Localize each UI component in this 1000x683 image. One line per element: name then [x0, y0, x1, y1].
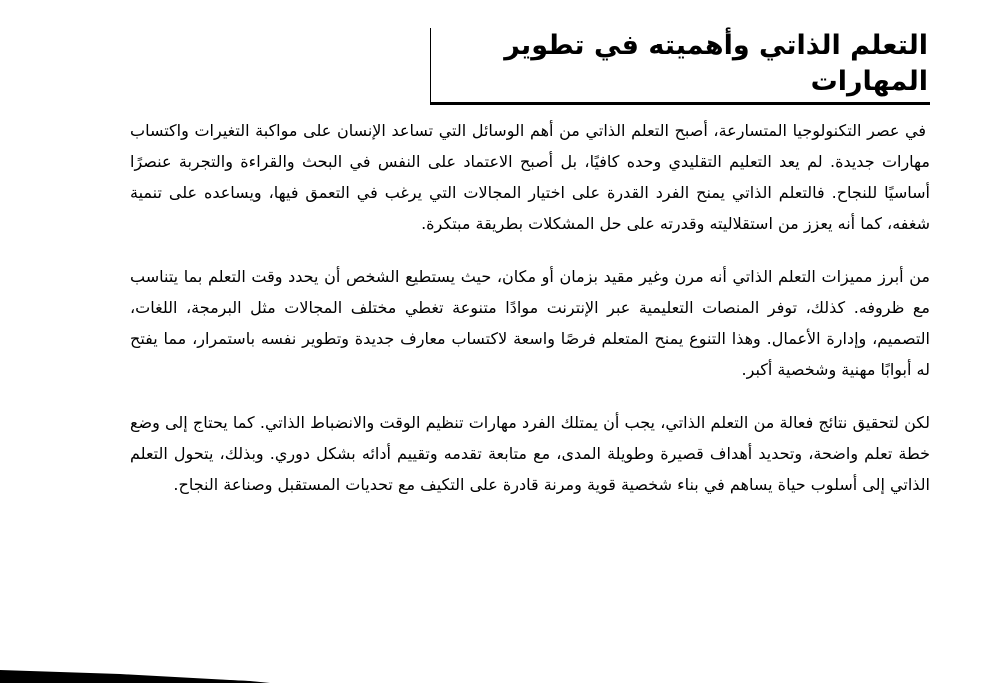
document-title: التعلم الذاتي وأهميته في تطوير المهارات — [430, 28, 930, 105]
paragraph-2: من أبرز مميزات التعلم الذاتي أنه مرن وغير مقيد بزمان أو مكان، حيث يستطيع الشخص أن يحدد وقت التعلم بما يتناسب مع ظروفه. كذلك، توفر المنصات التعليمية عبر الإنترنت موادًا متنوعة تغطي مختلف المجالات مثل البرمجة، اللغات، التصميم، وإدارة الأعمال. وهذا التنوع يمنح المتعلم فرصًا واسعة لاكتساب معارف جديدة وتطوير نفسه باستمرار، مما يفتح له أبوابًا مهنية وشخصية أكبر. — [130, 267, 930, 379]
title-container — [430, 28, 930, 105]
paragraph-3: لكن لتحقيق نتائج فعالة من التعلم الذاتي، يجب أن يمتلك الفرد مهارات تنظيم الوقت والانضباط الذاتي. كما يحتاج إلى وضع خطة تعلم واضحة، وتحديد أهداف قصيرة وطويلة المدى، مع متابعة تقدمه وتقييم أدائه بشكل دوري. وبذلك، يتحول التعلم الذاتي إلى أسلوب حياة يساهم في بناء شخصية قوية ومرنة قادرة على التكيف مع تحديات المستقبل وصناعة النجاح. — [130, 413, 930, 494]
document-body — [130, 115, 930, 522]
paragraph-1: في عصر التكنولوجيا المتسارعة، أصبح التعلم الذاتي من أهم الوسائل التي تساعد الإنسان على مواكبة التغيرات واكتساب مهارات جديدة. لم يعد التعليم التقليدي وحده كافيًا، بل أصبح الاعتماد على النفس في البحث والقراءة والتجربة عنصرًا أساسيًا للنجاح. فالتعلم الذاتي يمنح الفرد القدرة على اختيار المجالات التي يرغب في التعمق فيها، ويساعده على تنمية شغفه، كما أنه يعزز من استقلاليته وقدرته على حل المشكلات بطريقة مبتكرة. — [130, 121, 930, 233]
black-shape-decoration — [0, 653, 270, 683]
